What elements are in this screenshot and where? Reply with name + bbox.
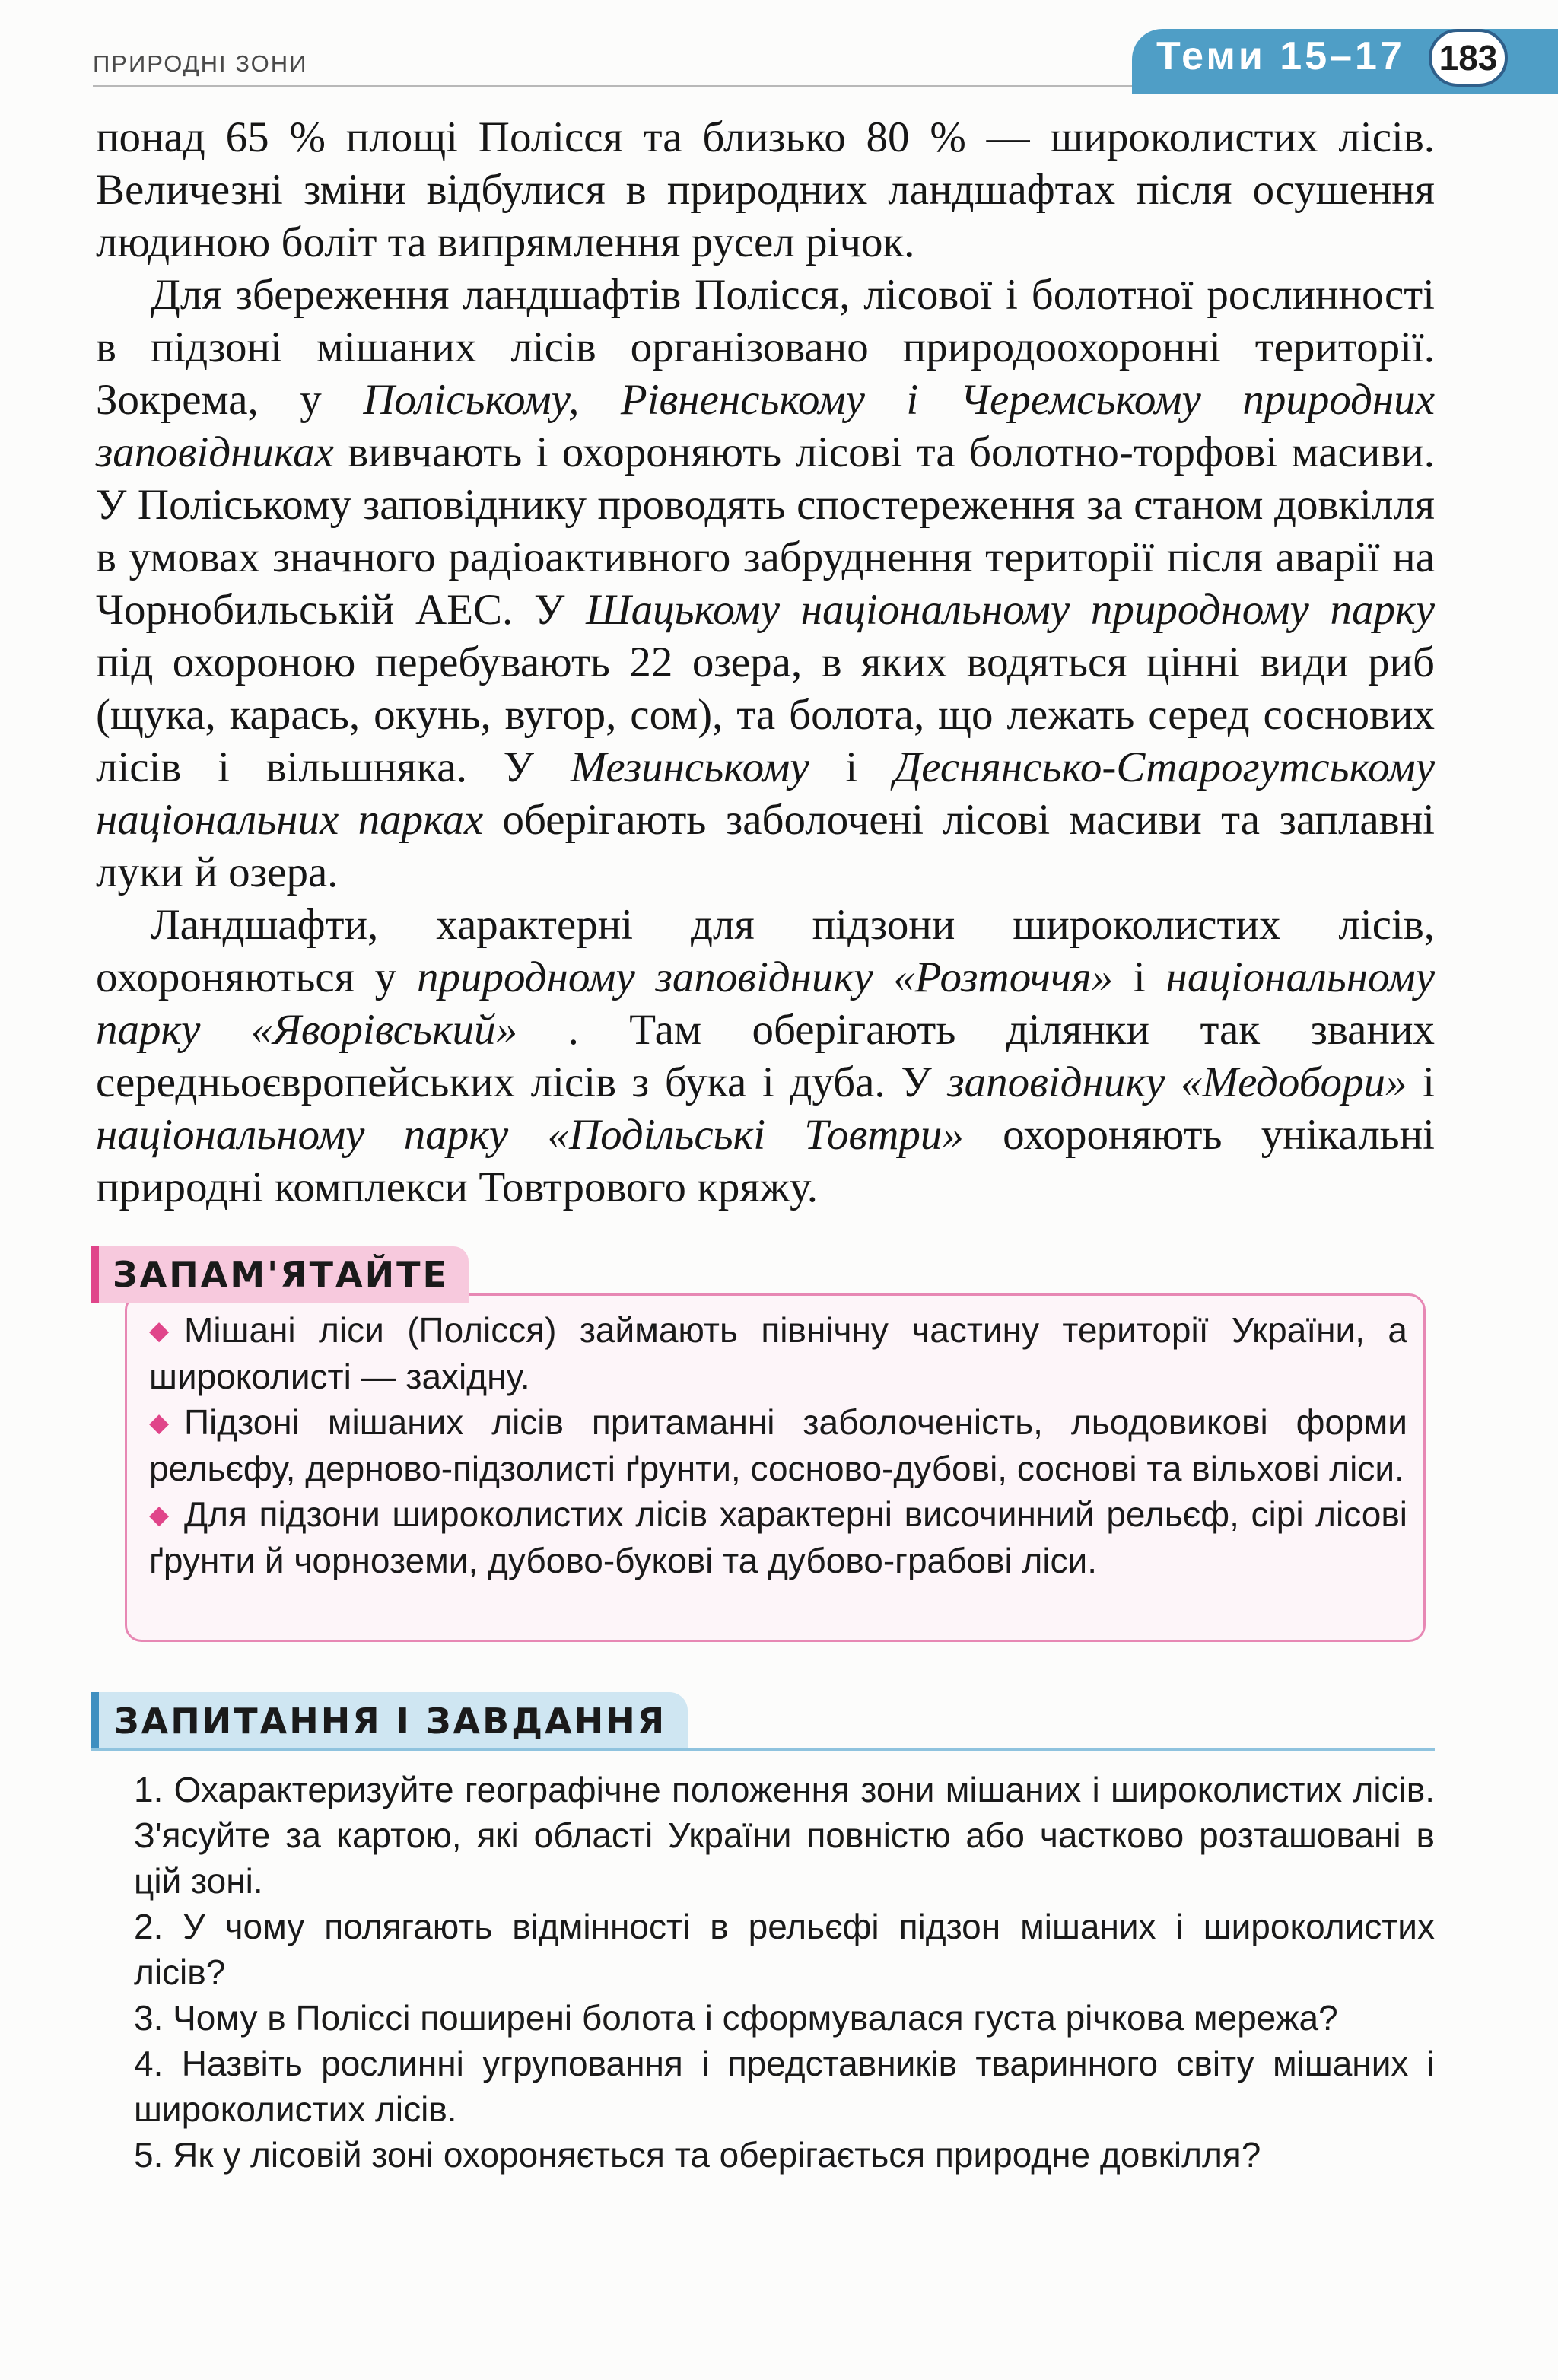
page-number: 183	[1429, 29, 1508, 87]
paragraph-2-text: оберігають заболочені лісові масиви та заплавні луки й озера.	[96, 796, 1435, 896]
remember-heading: ЗАПАМ'ЯТАЙТЕ	[91, 1246, 469, 1303]
yavoriv-park-name: національному парку «Яворівський»	[96, 953, 1436, 1054]
mezyn-park-name: Мезинському	[570, 743, 809, 791]
paragraph-3-text: охороняють унікальні природні комплекси Товтрового кряжу.	[96, 1111, 1436, 1211]
medobory-name: заповіднику «Медобори»	[947, 1058, 1407, 1106]
paragraph-3-text: і	[1407, 1058, 1435, 1106]
paragraph-2-text: Для збереження ландшафтів Полісся, лісової і болотної рослинності в підзоні мішаних лісів організовано природоохоронні території. Зокрема, у	[96, 271, 1435, 424]
remember-item	[149, 1491, 1407, 1583]
paragraph-2-text: і	[809, 743, 894, 791]
question-list	[134, 1767, 1435, 2178]
remember-item-text: Підзоні мішаних лісів притаманні заболоченість, льодовикові форми рельєфу, дерново-підзолисті ґрунти, сосново-дубові, соснові та вільхові ліси.	[149, 1402, 1407, 1488]
question-item: 3. Чому в Поліссі поширені болота і сформувалася густа річкова мережа?	[134, 1998, 1338, 2038]
paragraph-3-text: Ландшафти, характерні для підзони широколистих лісів, охороняються у	[96, 901, 1435, 1001]
running-head: ПРИРОДНІ ЗОНИ	[93, 50, 308, 77]
desna-park-name: Деснянсько-Старогутському національних парках	[96, 743, 1435, 844]
header-rule	[93, 85, 1143, 88]
paragraph-2-text: під охороною перебувають 22 озера, в яких водяться цінні види риб (щука, карась, окунь, вугор, сом), та болота, що лежать серед соснових лісів і вільшняка. У	[96, 638, 1435, 791]
body-text	[96, 111, 1435, 1214]
diamond-bullet-icon: ◆	[149, 1316, 170, 1345]
paragraph-2	[96, 269, 1435, 899]
reserves-name: Поліському, Рівненському і Черемському природних заповідниках	[96, 376, 1435, 476]
roztochchia-name: природному заповіднику «Розточчя»	[416, 953, 1114, 1001]
question-item: 2. У чому полягають відмінності в рельєфі підзон мішаних і широколистих лісів?	[134, 1907, 1435, 1992]
remember-item	[149, 1307, 1407, 1399]
paragraph-2-text: вивчають і охороняють лісові та болотно-торфові масиви. У Поліському заповіднику проводять спостереження за станом довкілля в умовах значного радіоактивного забруднення території після аварії на Чорнобильській АЕС. У	[96, 428, 1435, 634]
question-item: 1. Охарактеризуйте географічне положення зони мішаних і широколистих лісів. З'ясуйте за картою, які області України повністю або частково розташовані в цій зоні.	[134, 1770, 1435, 1901]
podilski-tovtry-name: національному парку «Подільські Товтри»	[96, 1111, 964, 1159]
remember-list	[149, 1307, 1407, 1583]
paragraph-3-text: і	[1113, 953, 1166, 1001]
remember-item-text: Для підзони широколистих лісів характерні височинний рельєф, сірі лісові ґрунти й чорноземи, дубово-букові та дубово-грабові ліси.	[149, 1494, 1407, 1580]
paragraph-1: понад 65 % площі Полісся та близько 80 % — широколистих лісів. Величезні зміни відбулися в природних ландшафтах після осушення людиною боліт та випрямлення русел річок.	[96, 113, 1435, 266]
remember-item	[149, 1399, 1407, 1491]
remember-item-text: Мішані ліси (Полісся) займають північну частину території України, а широколисті — західну.	[149, 1310, 1407, 1396]
question-item: 5. Як у лісовій зоні охороняється та оберігається природне довкілля?	[134, 2135, 1261, 2175]
question-item: 4. Назвіть рослинні угруповання і представників тваринного світу мішаних і широколистих лісів.	[134, 2044, 1435, 2129]
shatsk-park-name: Шацькому національному природному парку	[586, 586, 1435, 634]
paragraph-3	[96, 899, 1435, 1214]
questions-rule	[91, 1748, 1435, 1751]
questions-heading: ЗАПИТАННЯ І ЗАВДАННЯ	[91, 1692, 688, 1750]
topic-label: Теми 15–17	[1156, 34, 1405, 78]
diamond-bullet-icon: ◆	[149, 1500, 170, 1529]
paragraph-3-text: . Там оберігають ділянки так званих середньоєвропейських лісів з бука і дуба. У	[96, 1006, 1435, 1106]
diamond-bullet-icon: ◆	[149, 1408, 170, 1437]
